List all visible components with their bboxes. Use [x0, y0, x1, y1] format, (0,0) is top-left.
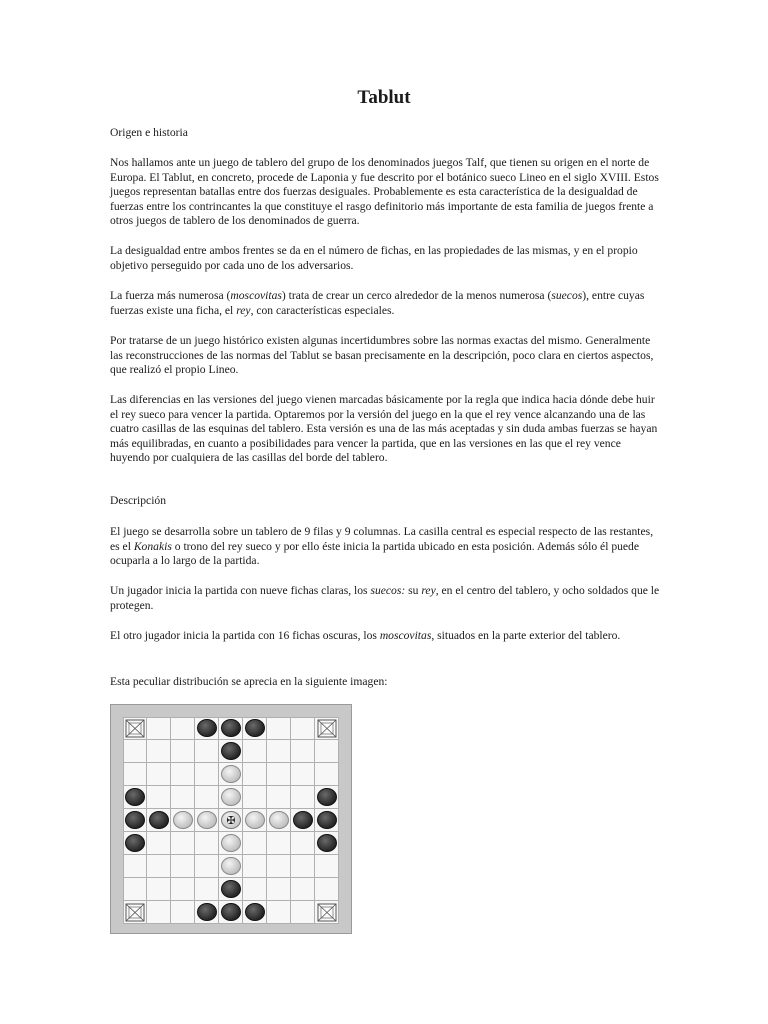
text-run: Un jugador inicia la partida con nueve fichas claras, los: [110, 584, 371, 597]
dark-piece: [245, 719, 265, 737]
paragraph-board: [110, 525, 662, 569]
text-run: , situados en la parte exterior del tablero.: [431, 629, 621, 642]
board-cell: [147, 878, 171, 901]
board-cell: [171, 717, 195, 740]
board-cell: [267, 740, 291, 763]
corner-square-icon: [125, 903, 145, 922]
board-cell: [267, 901, 291, 924]
paragraph-muscovites: [110, 629, 662, 644]
corner-square-icon: [317, 903, 337, 922]
board-cell: [267, 855, 291, 878]
board-cell: [123, 740, 147, 763]
board-cell: [123, 763, 147, 786]
board-cell: [147, 717, 171, 740]
dark-piece: [125, 811, 145, 829]
board-cell: [171, 763, 195, 786]
italic-term: rey: [421, 584, 436, 597]
board-cell: [291, 786, 315, 809]
board-cell: [171, 786, 195, 809]
board-cell: [243, 855, 267, 878]
dark-piece: [245, 903, 265, 921]
board-cell: [147, 832, 171, 855]
paragraph-versions: Las diferencias en las versiones del juego vienen marcadas básicamente por la regla que indica hacia dónde debe huir el rey sueco para vencer la partida. Optaremos por la versión del juego en la que el rey vence alcanzando una de las cuatro casillas de las esquinas del tablero. Esta versión es una de las más aceptadas y sin duda ambas fuerzas se hayan más equilibradas, en cuanto a posibilidades para vencer la partida, que en las versiones en las que el rey vence huyendo por cualquiera de las casillas del borde del tablero.: [110, 393, 658, 465]
text-run: El otro jugador inicia la partida con 16 fichas oscuras, los: [110, 629, 380, 642]
board-cell: [315, 740, 339, 763]
italic-term: suecos: [551, 289, 583, 302]
dark-piece: [197, 903, 217, 921]
text-run: ), entre cuyas fuerzas existe una ficha, el: [110, 289, 645, 317]
tablut-board-grid: [123, 717, 339, 924]
board-cell: [315, 855, 339, 878]
board-cell: [243, 740, 267, 763]
board-cell: [171, 878, 195, 901]
board-cell: [195, 878, 219, 901]
dark-piece: [197, 719, 217, 737]
text-run: su: [405, 584, 422, 597]
dark-piece: [293, 811, 313, 829]
board-cell: [123, 855, 147, 878]
board-cell: [267, 786, 291, 809]
corner-square-icon: [317, 719, 337, 738]
paragraph-intro: Nos hallamos ante un juego de tablero del grupo de los denominados juegos Talf, que tienen su origen en el norte de Europa. El Tablut, en concreto, procede de Laponia y fue descrito por el botánico sueco Lineo en el siglo XVIII. Estos juegos representan batallas entre dos fuerzas desiguales. Probablemente es esta característica de la desigualdad de fuerzas entre los contrincantes la que constituye el rasgo definitorio más importante de esta familia de juegos frente a otros juegos de tablero de los denominados de guerra.: [110, 156, 659, 228]
board-cell: [195, 763, 219, 786]
board-cell: [315, 878, 339, 901]
light-piece: [221, 857, 241, 875]
dark-piece: [317, 834, 337, 852]
italic-term: suecos:: [370, 584, 406, 597]
dark-piece: [221, 880, 241, 898]
board-cell: [291, 740, 315, 763]
board-cell: [243, 763, 267, 786]
board-cell: [243, 786, 267, 809]
board-cell: [291, 717, 315, 740]
paragraph-swedes: [110, 584, 662, 613]
board-cell: [147, 763, 171, 786]
light-piece: [173, 811, 193, 829]
light-piece: [221, 834, 241, 852]
tablut-board-image: [110, 704, 352, 934]
paragraph-history: Por tratarse de un juego histórico existen algunas incertidumbres sobre las normas exactas del mismo. Generalmente las reconstrucciones de las normas del Tablut se basan precisamente en la descripción, poco clara en ciertos aspectos, que realizó el propio Lineo.: [110, 334, 654, 377]
board-cell: [171, 901, 195, 924]
dark-piece: [221, 742, 241, 760]
board-cell: [243, 832, 267, 855]
italic-term: moscovitas: [379, 629, 432, 642]
paragraph-inequality: La desigualdad entre ambos frentes se da en el número de fichas, en las propiedades de las mismas, y en el propio objetivo perseguido por cada uno de los adversarios.: [110, 244, 638, 272]
board-cell: [291, 878, 315, 901]
board-cell: [267, 878, 291, 901]
dark-piece: [149, 811, 169, 829]
king-cross-icon: ✠: [226, 813, 236, 827]
board-cell: [291, 901, 315, 924]
dark-piece: [317, 811, 337, 829]
text-run: ) trata de crear un cerco alrededor de la menos numerosa (: [281, 289, 552, 302]
dark-piece: [317, 788, 337, 806]
italic-term: moscovitas: [230, 289, 282, 302]
dark-piece: [125, 834, 145, 852]
text-run: La fuerza más numerosa (: [110, 289, 231, 302]
king-piece: [221, 811, 241, 829]
board-cell: [291, 832, 315, 855]
board-cell: [123, 878, 147, 901]
board-cell: [147, 740, 171, 763]
dark-piece: [125, 788, 145, 806]
board-cell: [147, 855, 171, 878]
paragraph-image-intro: Esta peculiar distribución se aprecia en la siguiente imagen:: [110, 675, 388, 688]
text-run: o trono del rey sueco y por ello éste inicia la partida ubicado en esta posición. Además sólo él puede ocuparla a lo largo de la partida.: [110, 539, 639, 568]
light-piece: [269, 811, 289, 829]
light-piece: [221, 788, 241, 806]
board-cell: [267, 832, 291, 855]
board-cell: [195, 786, 219, 809]
text-run: El juego se desarrolla sobre un tablero de 9 filas y 9 columnas. La casilla central es especial respecto de las restantes, es el: [110, 525, 654, 553]
italic-term: rey: [236, 303, 251, 317]
dark-piece: [221, 719, 241, 737]
dark-piece: [221, 903, 241, 921]
light-piece: [245, 811, 265, 829]
text-run: , en el centro del tablero, y ocho soldados que le protegen.: [110, 584, 660, 612]
light-piece: [221, 765, 241, 783]
board-cell: [267, 763, 291, 786]
italic-term: Konakis: [133, 539, 172, 553]
light-piece: [197, 811, 217, 829]
text-run: , con características especiales.: [250, 303, 395, 317]
board-cell: [171, 855, 195, 878]
board-cell: [291, 855, 315, 878]
section-heading-description: Descripción: [110, 494, 167, 507]
board-cell: [195, 855, 219, 878]
paragraph-forces: [110, 289, 662, 318]
board-cell: [147, 901, 171, 924]
board-cell: [291, 763, 315, 786]
board-cell: [147, 786, 171, 809]
corner-square-icon: [125, 719, 145, 738]
section-heading-origin: Origen e historia: [110, 126, 188, 139]
board-cell: [171, 832, 195, 855]
board-cell: [243, 878, 267, 901]
board-cell: [267, 717, 291, 740]
board-cell: [195, 832, 219, 855]
page-title: Tablut: [357, 87, 411, 108]
board-cell: [315, 763, 339, 786]
board-cell: [195, 740, 219, 763]
board-cell: [171, 740, 195, 763]
